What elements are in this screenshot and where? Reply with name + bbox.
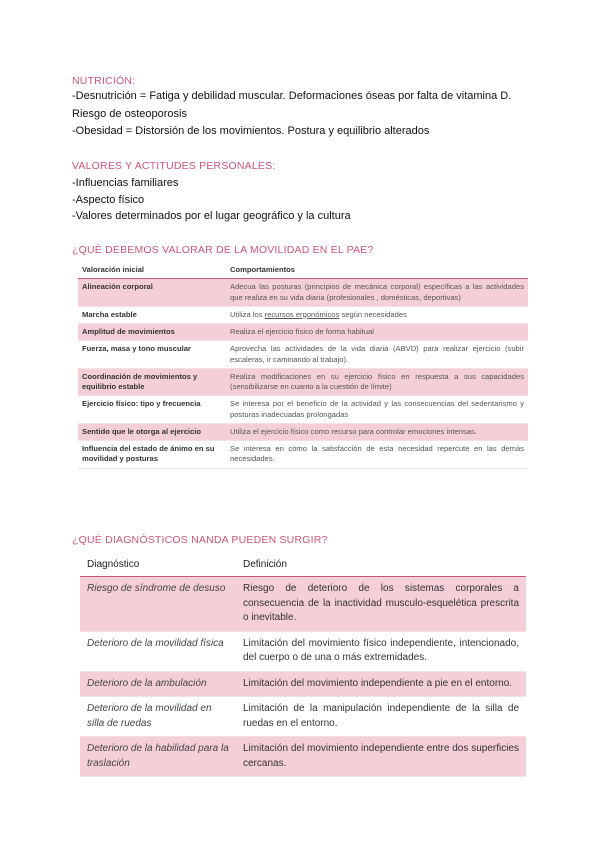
nanda-col-definition: Definición: [236, 553, 526, 577]
table-row: [78, 341, 528, 369]
nutrition-line-1: -Desnutrición = Fatiga y debilidad muscular. Deformaciones óseas por falta de vitamina D.: [72, 90, 512, 102]
nanda-table-header: [80, 553, 526, 577]
row-value: Limitación del movimiento independiente a pie en el entorno.: [236, 671, 526, 697]
row-value: Aprovecha las actividades de la vida diaria (ABVD) para realizar ejercicio (subir escaleras, ir caminando al trabajo).: [226, 341, 528, 369]
row-key: Deterioro de la habilidad para la traslación: [80, 737, 236, 777]
table-row: [80, 697, 526, 737]
row-value-post: según necesidades: [339, 309, 407, 319]
row-key: Influencia del estado de ánimo en su movilidad y posturas: [78, 441, 226, 469]
nanda-table: [80, 553, 526, 777]
values-heading: VALORES Y ACTITUDES PERSONALES:: [72, 160, 276, 172]
mobility-table: [78, 262, 528, 469]
nutrition-heading: NUTRICIÓN:: [72, 75, 136, 87]
row-key: Deterioro de la ambulación: [80, 671, 236, 697]
row-key: Marcha estable: [78, 306, 226, 323]
row-value: Limitación de la manipulación independiente de la silla de ruedas en el entorno.: [236, 697, 526, 737]
mobility-col-behaviours: Comportamientos: [226, 262, 528, 279]
table-row: [78, 396, 528, 424]
table-row: [78, 368, 528, 396]
values-line-2: -Aspecto físico: [72, 194, 145, 206]
table-row: [80, 577, 526, 632]
row-key: Fuerza, masa y tono muscular: [78, 341, 226, 369]
row-value-pre: Utiliza los: [230, 309, 265, 319]
mobility-heading: ¿QUÉ DEBEMOS VALORAR DE LA MOVILIDAD EN EL PAE?: [72, 244, 374, 256]
row-key: Deterioro de la movilidad en silla de ruedas: [80, 697, 236, 737]
table-row: [78, 306, 528, 323]
row-value: Utiliza el ejercicio físico como recurso para controlar emociones intensas.: [226, 423, 528, 440]
row-key: Coordinación de movimientos y equilibrio estable: [78, 368, 226, 396]
row-value: Realiza el ejercicio físico de forma habitual: [226, 324, 528, 341]
row-key: Riesgo de síndrome de desuso: [80, 577, 236, 632]
row-value: Realiza modificaciones en su ejercicio físico en respuesta a sus capacidades (sensibilizarse en cuanto a la cuestión de límite): [226, 368, 528, 396]
row-key: Sentido que le otorga al ejercicio: [78, 423, 226, 440]
nutrition-line-3: -Obesidad = Distorsión de los movimientos. Postura y equilibrio alterados: [72, 125, 430, 137]
row-value: Limitación del movimiento físico independiente, intencionado, del cuerpo o de una o más extremidades.: [236, 631, 526, 671]
nutrition-line-2: Riesgo de osteoporosis: [72, 108, 187, 120]
table-row: [80, 671, 526, 697]
mobility-col-initial: Valoración inicial: [78, 262, 226, 279]
row-value: Se interesa por el beneficio de la actividad y las consecuencias del sedentarismo y posturas inadecuadas prolongadas: [226, 396, 528, 424]
values-line-1: -Influencias familiares: [72, 177, 179, 189]
table-row: [78, 423, 528, 440]
values-line-3: -Valores determinados por el lugar geográfico y la cultura: [72, 210, 351, 222]
table-row: [80, 737, 526, 777]
row-value: [226, 306, 528, 323]
row-key: Deterioro de la movilidad física: [80, 631, 236, 671]
row-value: Se interesa en cómo la satisfacción de esta necesidad repercute en las demás necesidades.: [226, 441, 528, 469]
nanda-heading: ¿QUÉ DIAGNÓSTICOS NANDA PUEDEN SURGIR?: [72, 534, 328, 546]
table-row: [78, 441, 528, 469]
row-key: Alineación corporal: [78, 279, 226, 307]
row-value: Adecua las posturas (principios de mecánica corporal) específicas a las actividades que realiza en su vida diaria (profesionales , domésticas, deportivas): [226, 279, 528, 307]
row-key: Ejercicio físico: tipo y frecuencia: [78, 396, 226, 424]
row-key: Amplitud de movimientos: [78, 324, 226, 341]
row-value: Limitación del movimiento independiente entre dos superficies cercanas.: [236, 737, 526, 777]
table-row: [78, 324, 528, 341]
nanda-col-diagnosis: Diagnóstico: [80, 553, 236, 577]
mobility-table-header: [78, 262, 528, 279]
ergonomic-resources-link: recursos ergonómicos: [264, 309, 340, 319]
table-row: [80, 631, 526, 671]
row-value: Riesgo de deterioro de los sistemas corporales a consecuencia de la inactividad musculo-esquelética prescrita o inevitable.: [236, 577, 526, 632]
table-row: [78, 279, 528, 307]
